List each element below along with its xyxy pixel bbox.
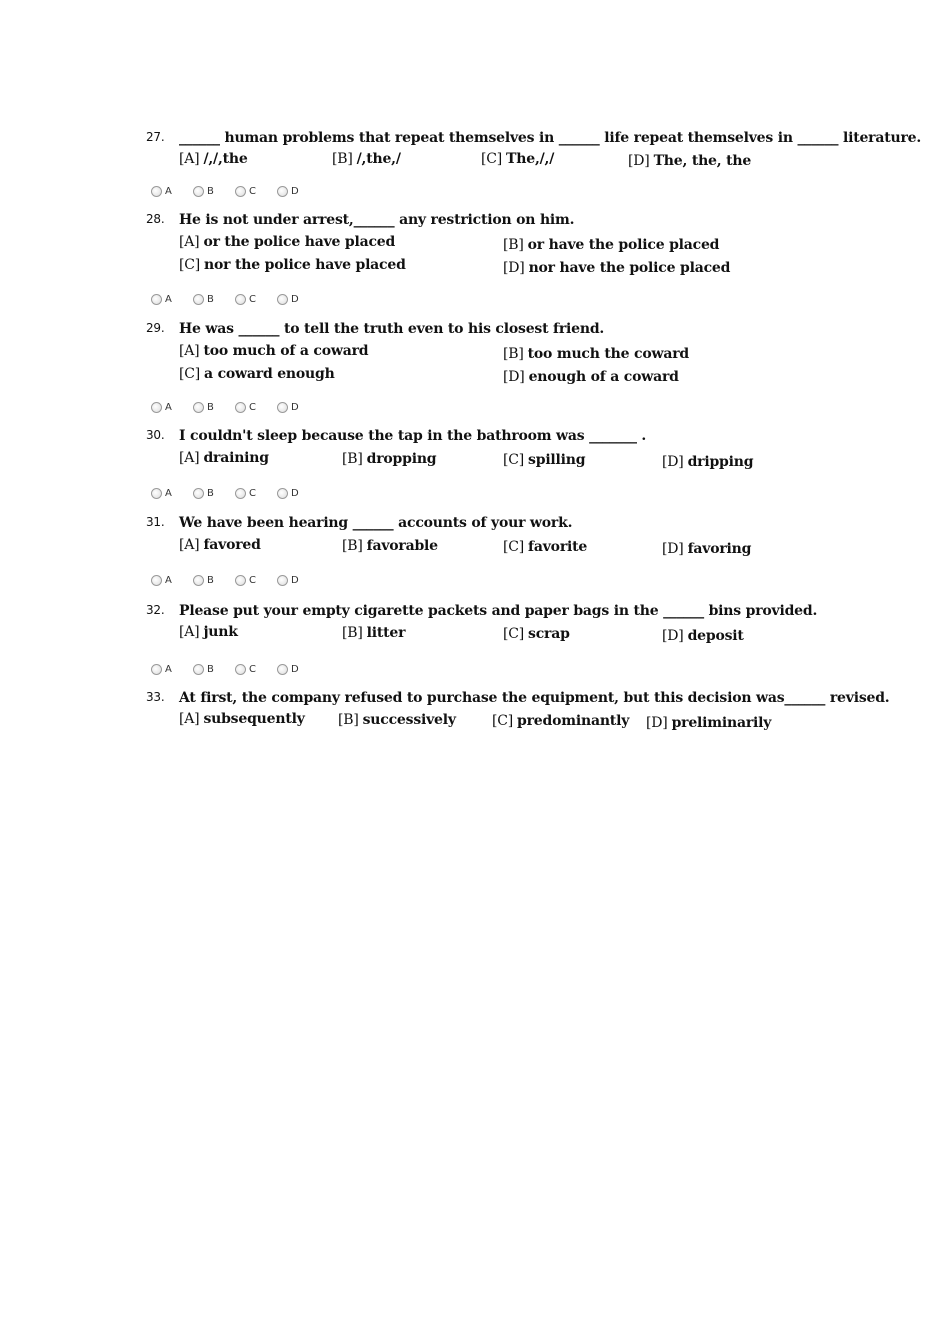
radio-a[interactable]: A — [151, 294, 172, 305]
radio-a[interactable]: A — [151, 186, 172, 197]
question-number: 29. — [146, 321, 165, 335]
question-text: We have been hearing ______ accounts of your work. — [179, 515, 573, 531]
radio-c[interactable]: C — [235, 294, 256, 305]
option-d: [D] preliminarily — [646, 715, 772, 731]
question-text: He is not under arrest,______ any restriction on him. — [179, 212, 575, 228]
option-b: [B] /,the,/ — [332, 151, 401, 167]
question-text: At first, the company refused to purchase the equipment, but this decision was______ revised. — [179, 690, 890, 706]
radio-b[interactable]: B — [193, 488, 214, 499]
question-number: 31. — [146, 515, 165, 529]
option-a: [A] favored — [179, 537, 261, 553]
option-a: [A] subsequently — [179, 711, 305, 727]
option-d: [D] The, the, the — [628, 153, 752, 169]
option-d: [D] deposit — [662, 628, 744, 644]
option-b: [B] or have the police placed — [503, 237, 720, 253]
question-number: 27. — [146, 130, 165, 144]
radio-b[interactable]: B — [193, 664, 214, 675]
option-b: [B] successively — [338, 712, 456, 728]
radio-c[interactable]: C — [235, 186, 256, 197]
radio-b[interactable]: B — [193, 402, 214, 413]
question-number: 30. — [146, 428, 165, 442]
option-c: [C] The,/,/ — [481, 151, 555, 167]
radio-a[interactable]: A — [151, 664, 172, 675]
option-c: [C] nor the police have placed — [179, 257, 406, 273]
option-b: [B] dropping — [342, 451, 437, 467]
option-c: [C] predominantly — [492, 713, 630, 729]
radio-a[interactable]: A — [151, 488, 172, 499]
option-a: [A] too much of a coward — [179, 343, 369, 359]
question-text: He was ______ to tell the truth even to his closest friend. — [179, 321, 605, 337]
option-a: [A] /,/,the — [179, 151, 248, 167]
option-a: [A] junk — [179, 624, 238, 640]
option-b: [B] litter — [342, 625, 406, 641]
radio-c[interactable]: C — [235, 488, 256, 499]
radio-c[interactable]: C — [235, 402, 256, 413]
question-text: Please put your empty cigarette packets and paper bags in the ______ bins provided. — [179, 603, 818, 619]
question-number: 32. — [146, 603, 165, 617]
option-a: [A] or the police have placed — [179, 234, 396, 250]
option-d: [D] nor have the police placed — [503, 260, 731, 276]
option-d: [D] dripping — [662, 454, 754, 470]
option-d: [D] enough of a coward — [503, 369, 679, 385]
radio-d[interactable]: D — [277, 294, 299, 305]
question-text: ______ human problems that repeat themselves in ______ life repeat themselves in ______ literature. — [179, 130, 922, 146]
radio-c[interactable]: C — [235, 664, 256, 675]
option-a: [A] draining — [179, 450, 269, 466]
option-c: [C] a coward enough — [179, 366, 335, 382]
option-c: [C] spilling — [503, 452, 586, 468]
radio-b[interactable]: B — [193, 575, 214, 586]
radio-d[interactable]: D — [277, 402, 299, 413]
radio-d[interactable]: D — [277, 488, 299, 499]
radio-b[interactable]: B — [193, 294, 214, 305]
radio-d[interactable]: D — [277, 186, 299, 197]
radio-c[interactable]: C — [235, 575, 256, 586]
option-d: [D] favoring — [662, 541, 752, 557]
question-number: 33. — [146, 690, 165, 704]
radio-d[interactable]: D — [277, 664, 299, 675]
radio-a[interactable]: A — [151, 402, 172, 413]
question-number: 28. — [146, 212, 165, 226]
option-c: [C] scrap — [503, 626, 570, 642]
option-b: [B] too much the coward — [503, 346, 689, 362]
radio-b[interactable]: B — [193, 186, 214, 197]
question-text: I couldn't sleep because the tap in the bathroom was _______ . — [179, 428, 647, 444]
option-c: [C] favorite — [503, 539, 588, 555]
radio-a[interactable]: A — [151, 575, 172, 586]
option-b: [B] favorable — [342, 538, 438, 554]
radio-d[interactable]: D — [277, 575, 299, 586]
